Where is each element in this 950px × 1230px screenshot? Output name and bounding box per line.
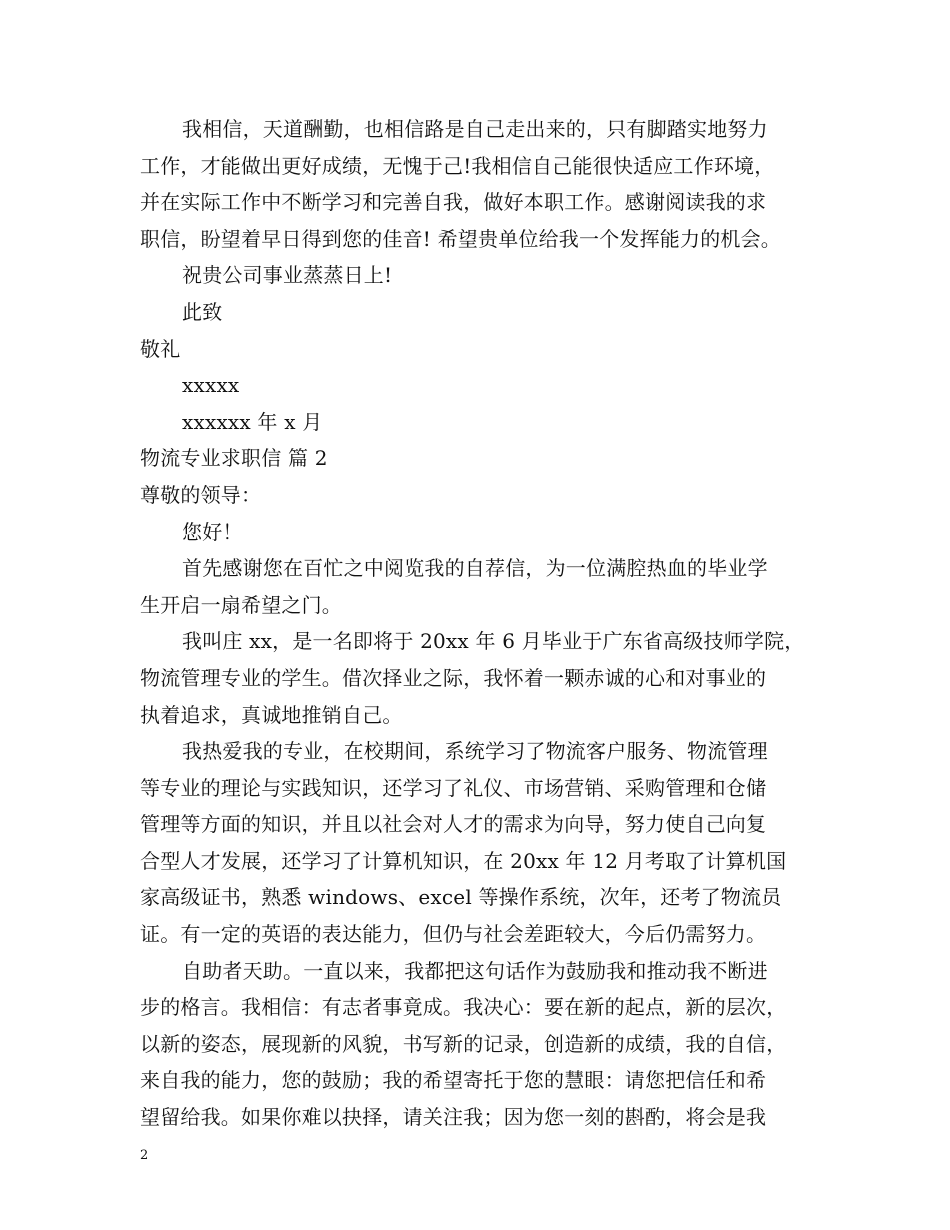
text-line: 管理等方面的知识，并且以社会对人才的需求为向导，努力使自己向复 [140, 812, 767, 837]
text-line: 证。有一定的英语的表达能力，但仍与社会差距较大，今后仍需努力。 [140, 922, 767, 947]
page-number: 2 [140, 1148, 149, 1163]
text-line: 合型人才发展，还学习了计算机知识，在 20xx 年 12 月考取了计算机国 [140, 848, 787, 873]
text-line: 步的格言。我相信：有志者事竟成。我决心：要在新的起点，新的层次， [140, 995, 787, 1020]
text-line: xxxxx [182, 373, 240, 398]
text-line: 来自我的能力，您的鼓励；我的希望寄托于您的慧眼：请您把信任和希 [140, 1068, 767, 1093]
text-line: 物流专业求职信 篇 2 [140, 446, 328, 471]
text-line: 尊敬的领导： [140, 482, 262, 507]
text-line: 我叫庄 xx，是一名即将于 20xx 年 6 月毕业于广东省高级技师学院， [182, 629, 805, 654]
text-line: 敬礼 [140, 336, 181, 361]
text-line: 我热爱我的专业，在校期间，系统学习了物流客户服务、物流管理 [182, 739, 768, 764]
text-line: 此致 [182, 299, 223, 324]
text-line: 物流管理专业的学生。借次择业之际，我怀着一颗赤诚的心和对事业的 [140, 665, 767, 690]
text-line: 您好！ [182, 519, 243, 544]
text-line: 工作，才能做出更好成绩，无愧于己!我相信自己能很快适应工作环境， [140, 153, 775, 178]
document-body [140, 111, 830, 1136]
text-line: 我相信，天道酬勤，也相信路是自己走出来的，只有脚踏实地努力 [182, 117, 768, 141]
text-line: 等专业的理论与实践知识，还学习了礼仪、市场营销、采购管理和仓储 [140, 775, 767, 800]
text-line: 并在实际工作中不断学习和完善自我，做好本职工作。感谢阅读我的求 [140, 190, 767, 215]
text-line: 生开启一扇希望之门。 [140, 592, 342, 617]
text-line: 执着追求，真诚地推销自己。 [140, 702, 403, 727]
text-line: 祝贵公司事业蒸蒸日上! [182, 263, 393, 288]
text-line: 首先感谢您在百忙之中阅览我的自荐信，为一位满腔热血的毕业学 [182, 556, 768, 581]
text-line: xxxxxx 年 x 月 [182, 409, 323, 434]
text-line: 职信，盼望着早日得到您的佳音! 希望贵单位给我一个发挥能力的机会。 [140, 226, 781, 251]
text-line: 以新的姿态，展现新的风貌，书写新的记录，创造新的成绩，我的自信， [140, 1031, 787, 1056]
text-line: 家高级证书，熟悉 windows、excel 等操作系统，次年，还考了物流员 [140, 885, 782, 910]
text-line: 望留给我。如果你难以抉择，请关注我；因为您一刻的斟酌，将会是我 [140, 1105, 767, 1130]
text-line: 自助者天助。一直以来，我都把这句话作为鼓励我和推动我不断进 [182, 958, 768, 983]
